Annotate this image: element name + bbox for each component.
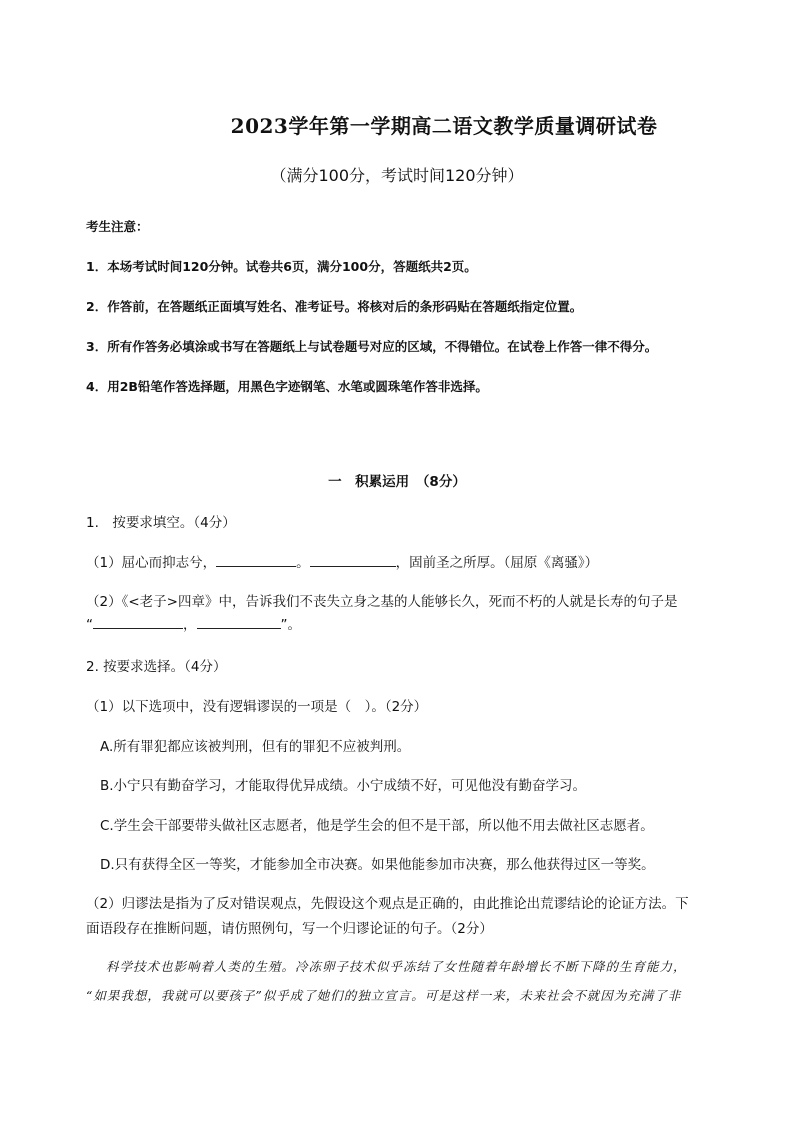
notice-item-4: 4．用2B铅笔作答选择题，用黑色字迹钢笔、水笔或圆珠笔作答非选择。 <box>86 379 488 394</box>
question-1-part-2: （2）《<老子>四章》中，告诉我们不丧失立身之基的人能够长久，死而不朽的人就是长寿的句子是 <box>86 594 678 610</box>
close-quote: ”。 <box>280 617 301 633</box>
question-2-stem: 2. 按要求选择。（4分） <box>86 659 227 675</box>
question-1-part-2-answer <box>86 613 301 633</box>
notice-item-1: 1．本场考试时间120分钟。试卷共6页，满分100分，答题纸共2页。 <box>86 259 477 274</box>
comma: ， <box>183 617 197 633</box>
notice-item-3: 3．所有作答务必填涂或书写在答题纸上与试卷题号对应的区域，不得错位。在试卷上作答一律不得分。 <box>86 339 658 354</box>
q1p1-prefix: （1）屈心而抑志兮， <box>86 555 217 571</box>
exam-subtitle: （满分100分，考试时间120分钟） <box>270 166 524 185</box>
question-1-stem: 1. 按要求填空。（4分） <box>86 515 236 531</box>
answer-blank[interactable] <box>93 614 183 629</box>
answer-blank[interactable] <box>197 614 281 629</box>
option-d: D.只有获得全区一等奖，才能参加全市决赛。如果他能参加市决赛，那么他获得过区一等奖。 <box>100 857 655 873</box>
open-quote: “ <box>86 617 93 633</box>
passage-line-2: “如果我想，我就可以要孩子”似乎成了她们的独立宣言。可是这样一来，未来社会不就因为充满了非 <box>86 988 682 1003</box>
q1p1-sep: 。 <box>296 555 310 571</box>
section-heading: 一 积累运用 （8分） <box>328 474 466 490</box>
q1p1-suffix: ，固前圣之所厚。（屈原《离骚》） <box>395 555 599 571</box>
option-a: A.所有罪犯都应该被判刑，但有的罪犯不应被判刑。 <box>100 739 411 755</box>
question-2-part-2-line-1: （2）归谬法是指为了反对错误观点，先假设这个观点是正确的，由此推论出荒谬结论的论证方法。下 <box>86 896 689 912</box>
passage-line-1: 科学技术也影响着人类的生殖。冷冻卵子技术似乎冻结了女性随着年龄增长不断下降的生育能力， <box>106 959 687 974</box>
notice-item-2: 2．作答前，在答题纸正面填写姓名、准考证号。将核对后的条形码贴在答题纸指定位置。 <box>86 299 583 314</box>
notice-heading: 考生注意： <box>86 219 149 234</box>
option-c: C.学生会干部要带头做社区志愿者，他是学生会的但不是干部，所以他不用去做社区志愿者。 <box>100 818 654 834</box>
exam-title: 2023学年第一学期高二语文教学质量调研试卷 <box>230 114 658 138</box>
answer-blank[interactable] <box>216 552 296 567</box>
question-2-part-1: （1）以下选项中，没有逻辑谬误的一项是（ ）。（2分） <box>86 699 428 715</box>
question-2-part-2-line-2: 面语段存在推断问题，请仿照例句，写一个归谬论证的句子。（2分） <box>86 921 493 937</box>
answer-blank[interactable] <box>310 552 396 567</box>
option-b: B.小宁只有勤奋学习，才能取得优异成绩。小宁成绩不好，可见他没有勤奋学习。 <box>100 778 587 794</box>
question-1-part-1 <box>86 551 598 571</box>
